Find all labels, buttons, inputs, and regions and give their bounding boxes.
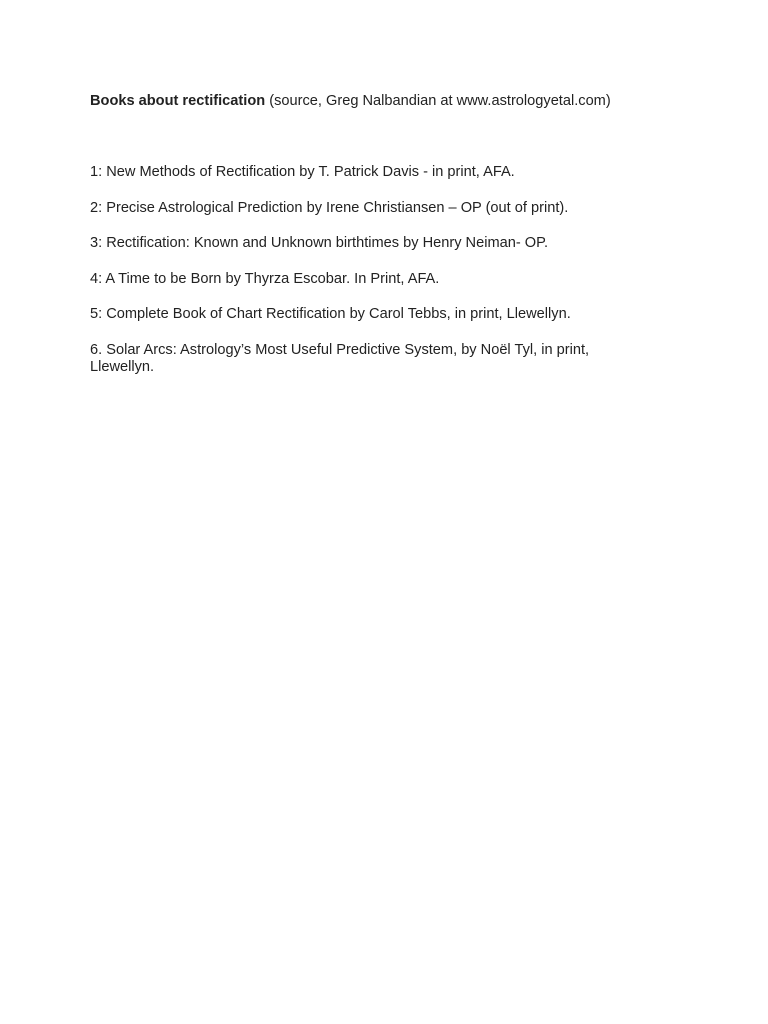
document-content [90, 93, 630, 394]
list-item: 1: New Methods of Rectification by T. Patrick Davis - in print, AFA. [90, 164, 515, 180]
list-item: 5: Complete Book of Chart Rectification by Carol Tebbs, in print, Llewellyn. [90, 306, 571, 322]
list-item: 2: Precise Astrological Prediction by Irene Christiansen – OP (out of print). [90, 199, 569, 216]
document-heading [90, 93, 630, 110]
list-item: 3: Rectification: Known and Unknown birthtimes by Henry Neiman- OP. [90, 235, 549, 251]
book-list [90, 164, 630, 376]
list-item: 6. Solar Arcs: Astrology’s Most Useful Predictive System, by Noël Tyl, in print, Llewellyn. [90, 341, 590, 375]
heading-title: Books about rectification [90, 93, 266, 109]
heading-source: (source, Greg Nalbandian at www.astrologyetal.com) [269, 93, 611, 109]
list-item: 4: A Time to be Born by Thyrza Escobar. In Print, AFA. [90, 270, 440, 287]
